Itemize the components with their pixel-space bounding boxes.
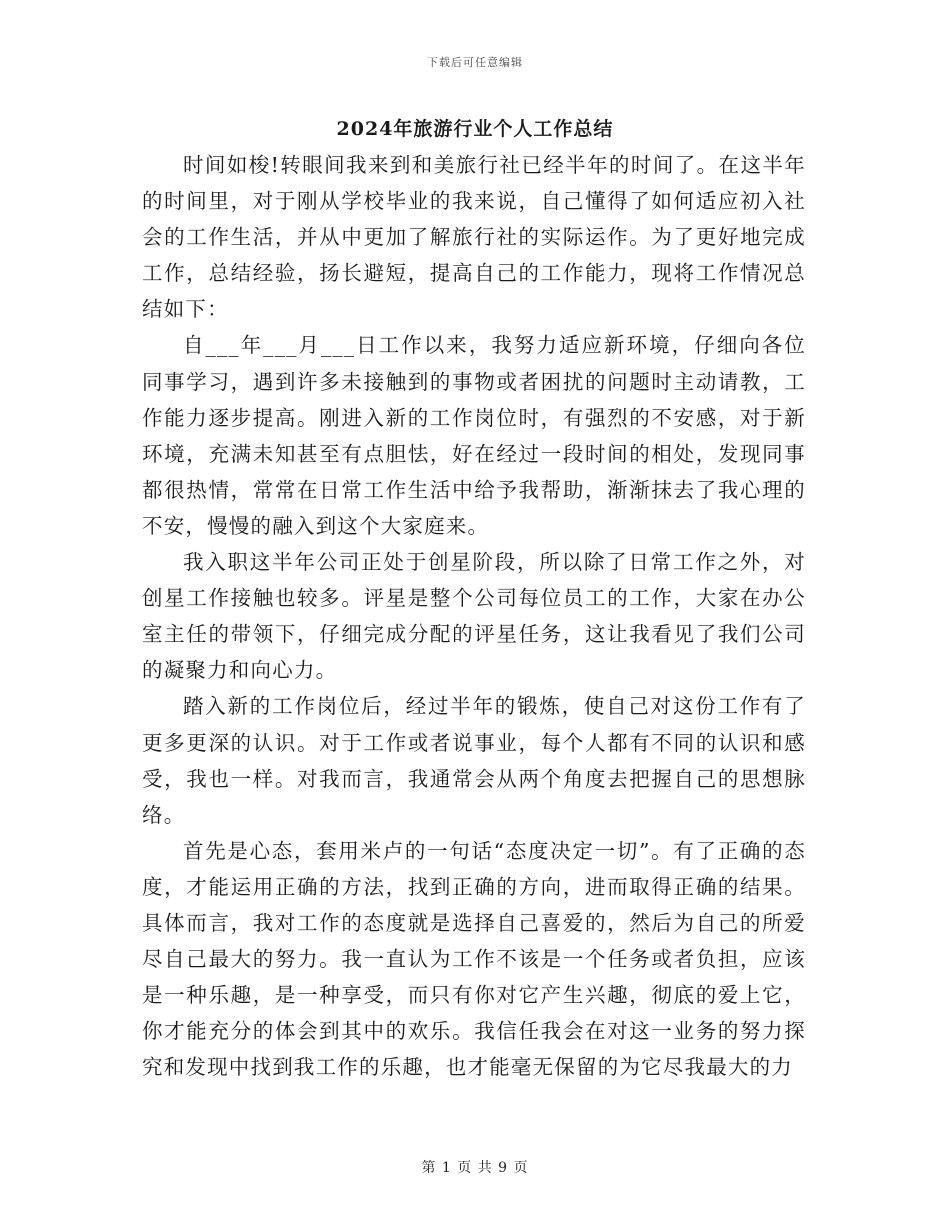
paragraph-intro: 时间如梭!转眼间我来到和美旅行社已经半年的时间了。在这半年的时间里，对于刚从学校毕业的我来说，自己懂得了如何适应初入社会的工作生活，并从中更加了解旅行社的实际运作。为了更好地完成工作，总结经验，扬长避短，提高自己的工作能力，现将工作情况总结如下： bbox=[142, 153, 806, 322]
document-body bbox=[142, 147, 806, 1085]
document-title: 2024年旅游行业个人工作总结 bbox=[336, 118, 614, 140]
paragraph-understanding: 踏入新的工作岗位后，经过半年的锻炼，使自己对这份工作有了更多更深的认识。对于工作或者说事业，每个人都有不同的认识和感受，我也一样。对我而言，我通常会从两个角度去把握自己的思想脉络。 bbox=[142, 694, 806, 827]
header-note: 下载后可任意编辑 bbox=[427, 56, 523, 69]
paragraph-attitude: 首先是心态，套用米卢的一句话“态度决定一切”。有了正确的态度，才能运用正确的方法，找到正确的方向，进而取得正确的结果。具体而言，我对工作的态度就是选择自己喜爱的，然后为自己的所爱尽自己最大的努力。我一直认为工作不该是一个任务或者负担，应该是一种乐趣，是一种享受，而只有你对它产生兴趣，彻底的爱上它，你才能充分的体会到其中的欢乐。我信任我会在对这一业务的努力探究和发现中找到我工作的乐趣，也才能毫无保留的为它尽我最大的力 bbox=[142, 838, 806, 1080]
page-footer: 第 1 页 共 9 页 bbox=[421, 1160, 529, 1176]
paragraph-adaptation: 自___年___月___日工作以来，我努力适应新环境，仔细向各位同事学习，遇到许多未接触到的事物或者困扰的问题时主动请教，工作能力逐步提高。刚进入新的工作岗位时，有强烈的不安感，对于新环境，充满未知甚至有点胆怯，好在经过一段时间的相处，发现同事都很热情，常常在日常工作生活中给予我帮助，渐渐抹去了我心理的不安，慢慢的融入到这个大家庭来。 bbox=[142, 333, 806, 538]
paragraph-star-rating: 我入职这半年公司正处于创星阶段，所以除了日常工作之外，对创星工作接触也较多。评星是整个公司每位员工的工作，大家在办公室主任的带领下，仔细完成分配的评星任务，这让我看见了我们公司的凝聚力和向心力。 bbox=[142, 550, 806, 683]
